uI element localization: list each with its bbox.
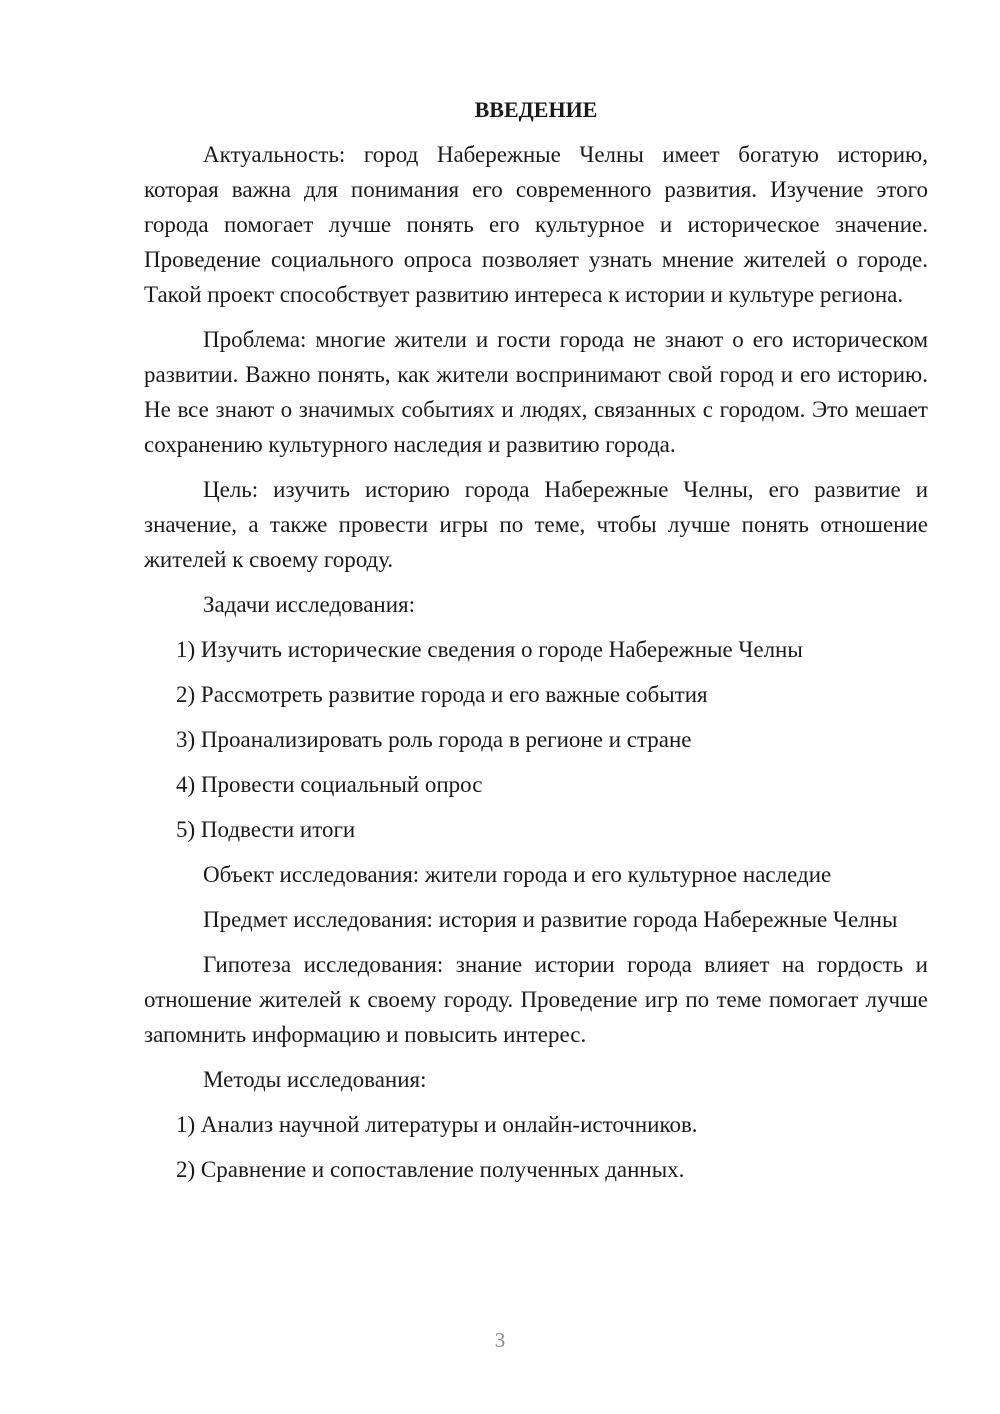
method-item: 2) Сравнение и сопоставление полученных данных. bbox=[176, 1157, 685, 1182]
methods-heading: Методы исследования: bbox=[203, 1067, 427, 1092]
tasks-heading: Задачи исследования: bbox=[203, 592, 416, 617]
task-item: 1) Изучить исторические сведения о городе Набережные Челны bbox=[176, 637, 803, 662]
problem-paragraph: Проблема: многие жители и гости города не знают о его историческом развитии. Важно понять, как жители воспринимают свой город и его историю. Не все знают о значимых событиях и людях, связанных с городом. Это мешает сохранению культурного наследия и развитию города. bbox=[144, 327, 928, 457]
task-item: 2) Рассмотреть развитие города и его важные события bbox=[176, 682, 708, 707]
tasks-list bbox=[144, 632, 928, 847]
object-paragraph: Объект исследования: жители города и его культурное наследие bbox=[203, 862, 832, 887]
page-content bbox=[144, 92, 928, 1197]
task-item: 5) Подвести итоги bbox=[176, 817, 356, 842]
relevance-paragraph: Актуальность: город Набережные Челны имеет богатую историю, которая важна для понимания его современного развития. Изучение этого города помогает лучше понять его культурное и историческое значение. Проведение социального опроса позволяет узнать мнение жителей о городе. Такой проект способствует развитию интереса к истории и культуре региона. bbox=[144, 142, 928, 307]
task-item: 3) Проанализировать роль города в регионе и стране bbox=[176, 727, 692, 752]
subject-paragraph: Предмет исследования: история и развитие города Набережные Челны bbox=[203, 907, 898, 932]
methods-list bbox=[144, 1107, 928, 1187]
method-item: 1) Анализ научной литературы и онлайн-источников. bbox=[176, 1112, 698, 1137]
page-number: 3 bbox=[494, 1328, 506, 1352]
section-title: ВВЕДЕНИЕ bbox=[474, 97, 598, 122]
task-item: 4) Провести социальный опрос bbox=[176, 772, 483, 797]
hypothesis-paragraph: Гипотеза исследования: знание истории города влияет на гордость и отношение жителей к своему городу. Проведение игр по теме помогает лучше запомнить информацию и повысить интерес. bbox=[144, 952, 928, 1047]
goal-paragraph: Цель: изучить историю города Набережные Челны, его развитие и значение, а также провести игры по теме, чтобы лучше понять отношение жителей к своему городу. bbox=[144, 477, 928, 572]
